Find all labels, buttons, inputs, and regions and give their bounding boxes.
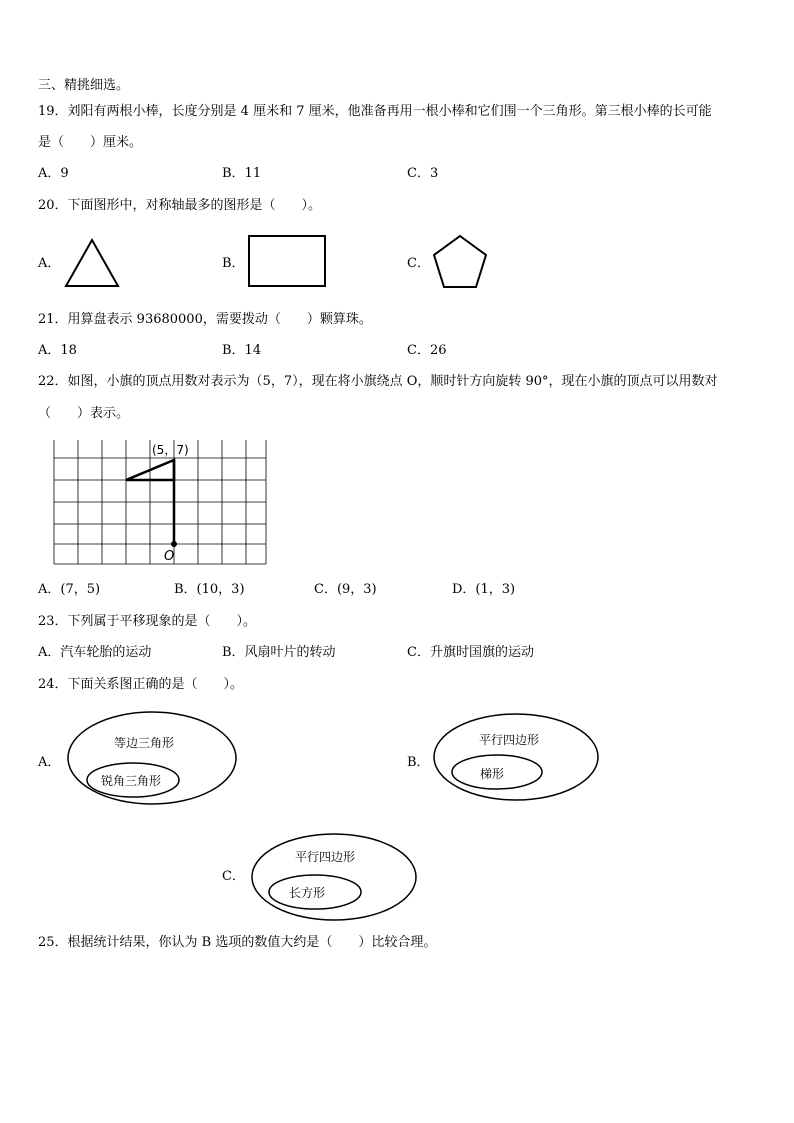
- venn-diagram-b: [431, 710, 603, 804]
- pentagon-icon: [430, 233, 490, 291]
- q20-option-c-label[interactable]: C．: [407, 256, 430, 271]
- q19-stem-line2: 是（ ）厘米。: [38, 135, 143, 150]
- q24-option-a-label[interactable]: A．: [38, 755, 61, 770]
- q19-option-c[interactable]: C．3: [407, 166, 439, 181]
- q22-option-c[interactable]: C．(9，3): [314, 582, 377, 597]
- q20-option-b-label[interactable]: B．: [222, 256, 245, 271]
- venn-c-outer-label: 平行四边形: [295, 850, 356, 864]
- venn-a-inner-label: 锐角三角形: [101, 774, 162, 788]
- venn-b-outer-label: 平行四边形: [479, 733, 540, 747]
- q23-stem: 23．下列属于平移现象的是（ ）。: [38, 614, 257, 629]
- q25-stem: 25．根据统计结果，你认为 B 选项的数值大约是（ ）比较合理。: [38, 935, 437, 950]
- q21-stem: 21．用算盘表示 93680000，需要拨动（ ）颗算珠。: [38, 312, 372, 327]
- grid-lines: [54, 440, 266, 564]
- q20-option-a-label[interactable]: A．: [38, 256, 61, 271]
- q23-option-b[interactable]: B．风扇叶片的转动: [222, 645, 336, 660]
- q23-option-a[interactable]: A．汽车轮胎的运动: [38, 645, 152, 660]
- venn-diagram-c: [249, 830, 419, 924]
- q22-option-d[interactable]: D．(1，3): [452, 582, 516, 597]
- q22-stem-line1: 22．如图，小旗的顶点用数对表示为（5，7），现在将小旗绕点 O，顺时针方向旋转 90°，现在小旗的顶点可以用数对: [38, 374, 718, 389]
- q21-option-a[interactable]: A．18: [38, 343, 77, 358]
- q19-option-b[interactable]: B．11: [222, 166, 262, 181]
- q24-stem: 24．下面关系图正确的是（ ）。: [38, 677, 244, 692]
- triangle-icon: [62, 236, 122, 290]
- venn-diagram-a: [64, 708, 240, 808]
- q23-option-c[interactable]: C．升旗时国旗的运动: [407, 645, 534, 660]
- q20-stem: 20．下面图形中，对称轴最多的图形是（ ）。: [38, 198, 322, 213]
- flag-vertex-label: (5，7): [152, 443, 189, 457]
- q24-option-c-label[interactable]: C．: [222, 869, 245, 884]
- venn-b-inner-label: 梯形: [480, 767, 505, 781]
- flag-grid-figure: [48, 436, 278, 568]
- q19-stem-line1: 19．刘阳有两根小棒，长度分别是 4 厘米和 7 厘米，他准备再用一根小棒和它们围一个三角形。第三根小棒的长可能: [38, 104, 712, 119]
- q21-option-b[interactable]: B．14: [222, 343, 262, 358]
- section-heading: 三、精挑细选。: [38, 78, 130, 93]
- q21-option-c[interactable]: C．26: [407, 343, 447, 358]
- q22-option-a[interactable]: A．(7，5): [38, 582, 101, 597]
- venn-c-inner-label: 长方形: [289, 886, 326, 900]
- q22-option-b[interactable]: B．(10，3): [174, 582, 245, 597]
- origin-label: O: [164, 549, 175, 564]
- rectangle-icon: [246, 233, 328, 289]
- q24-option-b-label[interactable]: B．: [407, 755, 430, 770]
- flag-shape: [126, 460, 177, 547]
- q19-option-a[interactable]: A．9: [38, 166, 69, 181]
- q22-stem-line2: （ ）表示。: [38, 406, 130, 421]
- venn-a-outer-label: 等边三角形: [114, 736, 175, 750]
